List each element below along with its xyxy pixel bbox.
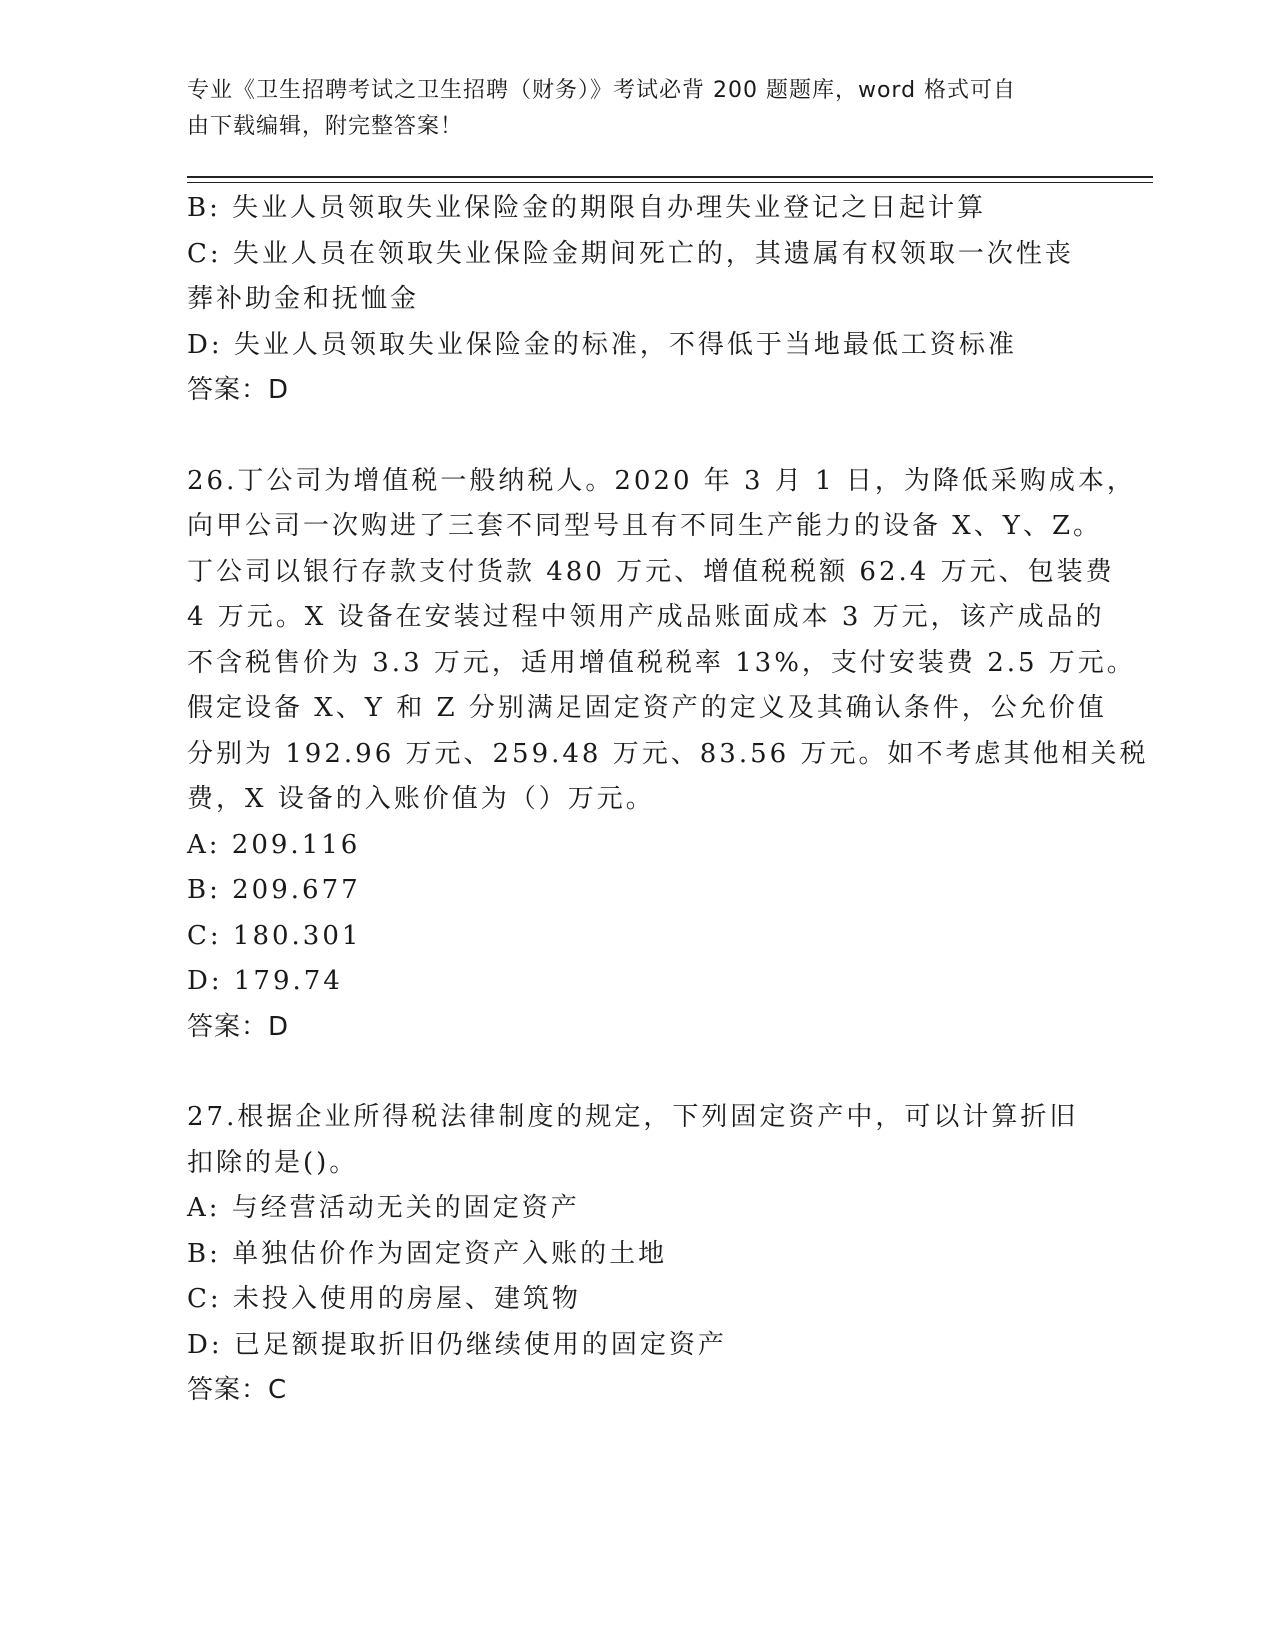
question-stem-line: 4 万元。X 设备在安装过程中领用产成品账面成本 3 万元，该产成品的 xyxy=(187,602,1105,632)
question-stem-line: 分别为 192.96 万元、259.48 万元、83.56 万元。如不考虑其他相关税 xyxy=(187,738,1149,769)
question-stem-line: 26.丁公司为增值税一般纳税人。2020 年 3 月 1 日，为降低采购成本， xyxy=(187,465,1136,496)
spacer xyxy=(187,1050,1067,1095)
option-b: B: 单独估价作为固定资产入账的土地 xyxy=(187,1238,668,1269)
header-divider-thin xyxy=(187,182,1153,183)
question-stem-line: 假定设备 X、Y 和 Z 分别满足固定资产的定义及其确认条件，公允价值 xyxy=(187,693,1107,723)
spacer xyxy=(187,414,1067,459)
header-line: 由下载编辑，附完整答案！ xyxy=(187,114,464,139)
option-d: D: 已足额提取折旧仍继续使用的固定资产 xyxy=(187,1329,727,1360)
question-stem-line: 丁公司以银行存款支付货款 480 万元、增值税税额 62.4 万元、包装费 xyxy=(187,556,1115,587)
document-body xyxy=(187,186,1149,1414)
question-27 xyxy=(187,1095,1079,1414)
answer: 答案：C xyxy=(187,1375,288,1405)
option-a: A: 与经营活动无关的固定资产 xyxy=(187,1193,580,1223)
question-stem-line: 费，X 设备的入账价值为（）万元。 xyxy=(187,784,655,814)
question-stem-line: 不含税售价为 3.3 万元，适用增值税税率 13%，支付安装费 2.5 万元。 xyxy=(187,647,1136,678)
option-c: C: 180.301 xyxy=(187,920,362,951)
document-header xyxy=(187,73,1067,145)
option-b: B: 209.677 xyxy=(187,875,361,905)
header-line: 专业《卫生招聘考试之卫生招聘（财务）》考试必背 200 题题库，word 格式可自 xyxy=(187,78,1017,103)
question-stem-line: 扣除的是()。 xyxy=(187,1147,359,1178)
option-d: D: 179.74 xyxy=(187,966,343,996)
option-a: A: 209.116 xyxy=(187,829,361,860)
question-stem-line: 27.根据企业所得税法律制度的规定，下列固定资产中，可以计算折旧 xyxy=(187,1102,1079,1132)
previous-question xyxy=(187,186,1074,414)
option-b: B: 失业人员领取失业保险金的期限自办理失业登记之日起计算 xyxy=(187,193,987,223)
header-divider xyxy=(187,176,1153,178)
question-26 xyxy=(187,459,1149,1051)
option-c: C: 未投入使用的房屋、建筑物 xyxy=(187,1284,581,1314)
option-d: D: 失业人员领取失业保险金的标准，不得低于当地最低工资标准 xyxy=(187,329,1017,360)
answer: 答案：D xyxy=(187,1011,290,1042)
option-c: C: 失业人员在领取失业保险金期间死亡的，其遗属有权领取一次性丧 xyxy=(187,238,1074,269)
question-stem-line: 向甲公司一次购进了三套不同型号且有不同生产能力的设备 X、Y、Z。 xyxy=(187,511,1103,541)
option-c-continued: 葬补助金和抚恤金 xyxy=(187,284,420,314)
answer: 答案：D xyxy=(187,375,290,405)
